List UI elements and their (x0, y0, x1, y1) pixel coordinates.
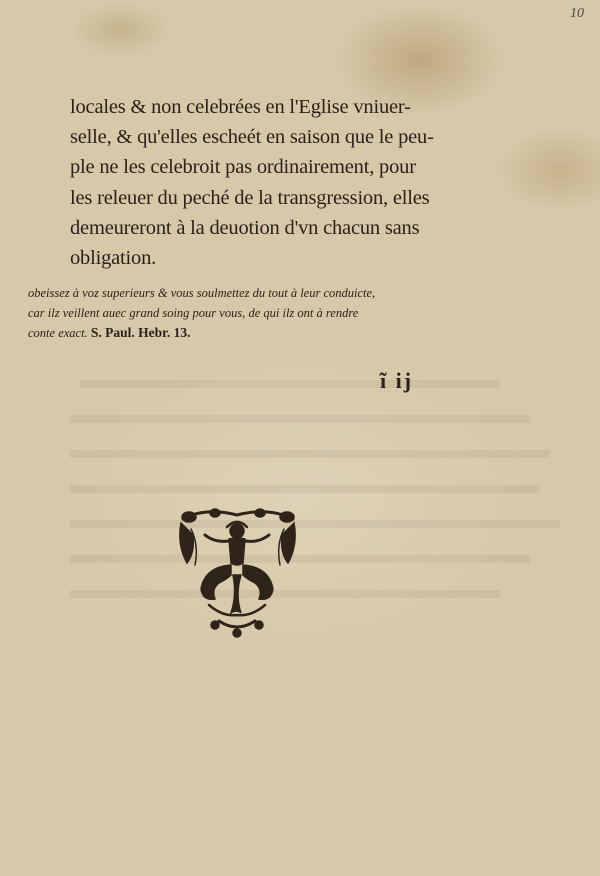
epigraph-line-last (28, 323, 473, 344)
printers-ornament-icon (175, 505, 300, 640)
show-through-text (60, 360, 580, 620)
epigraph-line: car ilz veillent auec grand soing pour vous, de qui ilz ont à rendre (28, 305, 359, 320)
signature-mark: ĩ ij (380, 368, 414, 393)
page-number: 10 (570, 6, 584, 21)
main-text-line: ple ne les celebroit pas ordinairement, pour (70, 156, 416, 179)
main-text-line: selle, & qu'elles escheét en saison que le peu- (70, 126, 434, 149)
main-text-line: demeureront à la deuotion d'vn chacun sans (70, 216, 420, 239)
main-text-line: les releuer du peché de la transgression, elles (70, 186, 430, 209)
main-text (70, 92, 470, 273)
epigraph-text: conte exact. (28, 326, 88, 340)
epigraph-line: obeissez à voz superieurs & vous soulmettez du tout à leur conduicte, (28, 286, 376, 300)
main-text-line: locales & non celebrées en l'Eglise vniuer- (70, 96, 411, 118)
main-text-line: obligation. (70, 247, 157, 270)
scripture-reference: S. Paul. Hebr. 13. (90, 325, 191, 340)
epigraph (28, 284, 473, 344)
